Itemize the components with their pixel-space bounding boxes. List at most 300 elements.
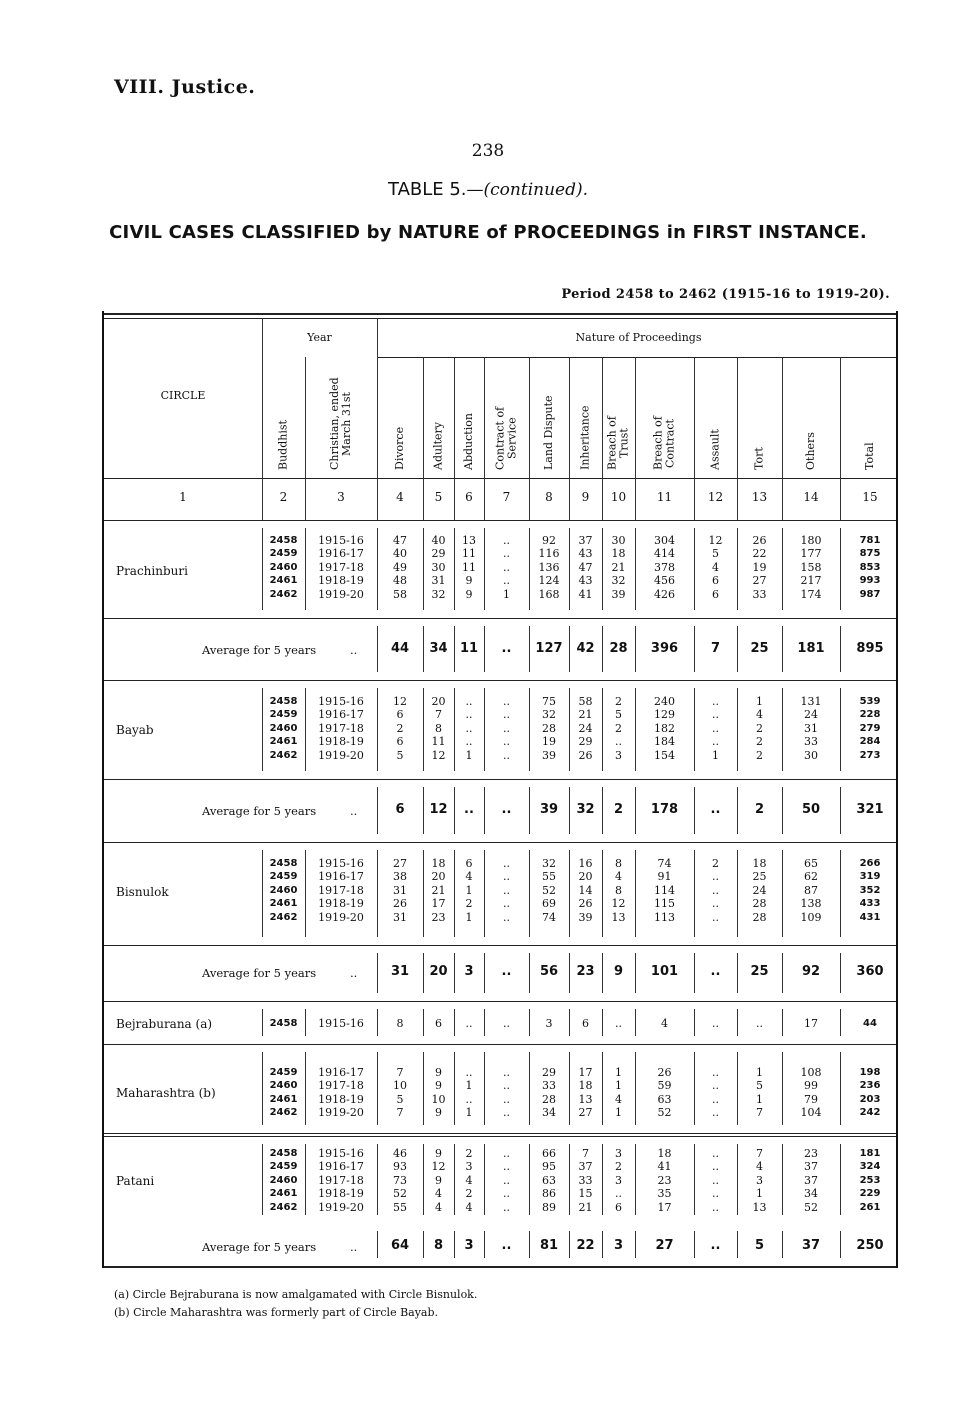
data-cell: 5: [615, 708, 622, 722]
christian-year: 1919-20: [318, 587, 364, 601]
data-cell: 136: [538, 560, 560, 574]
data-cell: 79: [804, 1092, 818, 1106]
data-cell: 58: [578, 695, 593, 708]
data-cell: 40: [431, 534, 446, 547]
data-cell: 2: [756, 735, 763, 749]
christian-year: 1917-18: [318, 1079, 364, 1093]
data-cell: 41: [578, 587, 593, 601]
data-cell: 5: [396, 1092, 404, 1106]
data-cell: 177: [800, 547, 822, 561]
data-cell: 27: [578, 1106, 593, 1120]
rule-line: [104, 779, 896, 780]
data-cell: ..: [503, 560, 510, 574]
average-cell: ..: [501, 641, 512, 656]
data-cell: 20: [431, 870, 446, 884]
data-cell: 2: [756, 721, 763, 735]
data-cell: 6: [396, 735, 404, 749]
buddhist-year: 2462: [269, 1201, 298, 1213]
average-cell: 3: [464, 1238, 474, 1253]
data-cell: ..: [503, 1147, 510, 1160]
data-cell: 2: [465, 1147, 473, 1160]
data-cell: 456: [654, 574, 675, 588]
data-cell: 32: [542, 857, 556, 870]
data-cell: 378: [654, 560, 675, 574]
circle-name: Patani: [116, 1174, 155, 1188]
data-cell: ..: [465, 708, 473, 722]
data-cell: 35: [657, 1187, 672, 1201]
data-cell: 39: [611, 587, 626, 601]
data-cell: 39: [578, 910, 593, 924]
data-cell: 2: [465, 1187, 473, 1201]
average-dots: ..: [350, 966, 358, 980]
data-cell: 43: [578, 574, 593, 588]
data-cell: 3: [756, 1173, 763, 1187]
data-cell: 58: [393, 587, 407, 601]
data-cell: 4: [756, 1160, 763, 1174]
data-cell: 9: [435, 1173, 442, 1187]
data-cell: 55: [393, 1200, 407, 1214]
data-cell: 23: [431, 910, 446, 924]
data-cell: ..: [503, 1160, 510, 1174]
data-cell: ..: [712, 1106, 719, 1120]
data-cell: 853: [859, 561, 881, 573]
data-cell: 1: [465, 1079, 473, 1093]
column-number: 9: [581, 490, 590, 504]
data-cell: 12: [431, 748, 446, 762]
average-cell: ..: [710, 802, 721, 817]
average-cell: 22: [576, 1238, 595, 1253]
column-number: 2: [279, 490, 288, 504]
data-cell: 7: [756, 1106, 763, 1120]
buddhist-year: 2460: [269, 884, 298, 896]
data-cell: 52: [804, 1200, 818, 1214]
data-cell: 1: [756, 1092, 763, 1106]
data-cell: 14: [578, 883, 593, 897]
rule-line: [104, 945, 896, 946]
column-header: Buddhist: [276, 420, 290, 470]
data-cell: 93: [393, 1160, 407, 1174]
buddhist-year: 2458: [269, 1148, 298, 1159]
circle-name: Maharashtra (b): [116, 1086, 216, 1100]
data-cell: 4: [712, 560, 719, 574]
data-cell: 108: [800, 1066, 822, 1079]
data-cell: 184: [654, 735, 675, 749]
data-cell: 28: [542, 721, 556, 735]
data-cell: 1: [756, 1187, 763, 1201]
data-cell: 52: [542, 883, 556, 897]
data-cell: 1: [465, 1106, 473, 1120]
data-cell: 2: [396, 721, 404, 735]
data-cell: 1: [615, 1066, 622, 1079]
data-cell: 18: [431, 857, 446, 870]
data-cell: 180: [800, 534, 822, 547]
data-cell: 17: [578, 1066, 593, 1079]
rule-line: [104, 313, 896, 315]
data-cell: 4: [465, 870, 473, 884]
data-cell: 426: [654, 587, 675, 601]
data-cell: 114: [654, 883, 675, 897]
circle-name: Prachinburi: [116, 564, 188, 578]
data-cell: 138: [800, 897, 822, 911]
data-cell: 352: [859, 884, 881, 896]
average-cell: ..: [710, 1238, 721, 1253]
christian-year: 1917-18: [318, 721, 364, 735]
data-cell: 228: [859, 709, 881, 721]
data-cell: 22: [752, 547, 767, 561]
buddhist-year: 2461: [269, 575, 298, 587]
data-cell: 24: [578, 721, 593, 735]
data-cell: 63: [542, 1173, 556, 1187]
data-cell: 113: [654, 910, 675, 924]
data-cell: 279: [859, 722, 881, 734]
data-cell: 47: [393, 534, 407, 547]
data-cell: 1: [503, 587, 510, 601]
data-cell: 37: [578, 1160, 593, 1174]
data-cell: 29: [542, 1066, 556, 1079]
data-cell: 3: [545, 1017, 553, 1030]
data-cell: 33: [542, 1079, 556, 1093]
rule-line: [104, 1001, 896, 1002]
average-cell: ..: [710, 964, 721, 979]
data-cell: 9: [435, 1147, 442, 1160]
average-label: Average for 5 years: [202, 966, 317, 980]
data-cell: ..: [503, 1066, 510, 1079]
data-cell: 2: [615, 1160, 622, 1174]
data-cell: 13: [611, 910, 626, 924]
data-cell: 181: [859, 1148, 881, 1159]
data-cell: 13: [752, 1200, 767, 1214]
data-cell: 26: [393, 897, 407, 911]
data-cell: ..: [712, 1066, 719, 1079]
data-cell: 40: [393, 547, 407, 561]
data-cell: 158: [800, 560, 822, 574]
christian-year: 1917-18: [318, 883, 364, 897]
data-cell: 69: [542, 897, 556, 911]
data-cell: 30: [431, 560, 446, 574]
christian-year: 1918-19: [318, 574, 364, 588]
rule-line: [104, 680, 896, 681]
data-cell: 431: [859, 911, 881, 923]
data-cell: 52: [393, 1187, 407, 1201]
table-title-suffix: —(continued).: [466, 180, 589, 200]
data-cell: 33: [752, 587, 767, 601]
column-number: 3: [337, 490, 345, 504]
average-cell: 3: [464, 964, 474, 979]
data-cell: 4: [615, 870, 622, 884]
data-cell: 6: [615, 1200, 622, 1214]
data-cell: 4: [435, 1200, 442, 1214]
data-cell: ..: [712, 1160, 719, 1174]
data-cell: 2: [615, 721, 622, 735]
rule-line: [104, 1133, 896, 1134]
data-cell: ..: [712, 1173, 719, 1187]
data-cell: 5: [712, 547, 719, 561]
column-header: Breach of Trust: [605, 416, 631, 470]
data-cell: ..: [503, 574, 510, 588]
christian-year: 1915-16: [318, 695, 364, 708]
data-cell: 13: [462, 534, 476, 547]
data-cell: 17: [657, 1200, 672, 1214]
data-cell: 26: [578, 897, 593, 911]
buddhist-year: 2462: [269, 911, 298, 923]
period-label: Period 2458 to 2462 (1915-16 to 1919-20).: [561, 287, 890, 302]
data-cell: ..: [712, 1200, 719, 1214]
data-cell: 37: [578, 534, 593, 547]
data-cell: 2: [615, 695, 622, 708]
data-cell: 1: [615, 1079, 622, 1093]
circle-name: Bayab: [116, 723, 154, 737]
data-cell: 33: [578, 1173, 593, 1187]
average-cell: 11: [459, 641, 479, 656]
data-cell: 28: [752, 897, 767, 911]
data-cell: 875: [859, 548, 881, 560]
column-number: 14: [803, 490, 819, 504]
page-number: 238: [471, 141, 505, 161]
data-cell: ..: [756, 1017, 763, 1030]
data-cell: 6: [582, 1017, 589, 1030]
data-cell: 26: [657, 1066, 672, 1079]
data-cell: 7: [396, 1066, 404, 1079]
data-cell: 242: [859, 1107, 881, 1119]
buddhist-year: 2458: [269, 858, 298, 869]
data-cell: 23: [804, 1147, 818, 1160]
average-cell: 31: [390, 964, 410, 979]
rule-line: [104, 318, 896, 319]
column-number: 4: [396, 490, 404, 504]
data-cell: 18: [611, 547, 626, 561]
data-cell: ..: [465, 695, 473, 708]
data-cell: 43: [578, 547, 593, 561]
buddhist-year: 2460: [269, 1174, 298, 1186]
buddhist-year: 2462: [269, 1107, 298, 1119]
data-cell: ..: [503, 708, 510, 722]
data-cell: ..: [503, 1092, 510, 1106]
data-cell: 6: [396, 708, 404, 722]
average-cell: 27: [655, 1238, 674, 1253]
average-cell: 127: [535, 641, 563, 656]
rule-line: [104, 842, 896, 843]
data-cell: 17: [804, 1017, 818, 1030]
average-cell: 81: [539, 1238, 559, 1253]
data-cell: ..: [712, 883, 719, 897]
data-cell: 3: [615, 748, 622, 762]
table-title: [0, 179, 976, 200]
data-cell: 30: [611, 534, 626, 547]
average-cell: 178: [650, 802, 679, 817]
data-cell: 49: [393, 560, 407, 574]
average-cell: 8: [433, 1238, 444, 1253]
average-cell: 895: [856, 641, 884, 656]
data-cell: 8: [396, 1017, 404, 1030]
data-cell: 11: [462, 560, 476, 574]
column-number: 13: [751, 490, 768, 504]
circle-name: Bisnulok: [116, 885, 169, 899]
data-cell: 11: [462, 547, 476, 561]
data-cell: 65: [804, 857, 818, 870]
data-cell: 18: [752, 857, 767, 870]
data-cell: 240: [654, 695, 675, 708]
data-cell: 236: [859, 1080, 881, 1092]
data-cell: 4: [465, 1200, 473, 1214]
data-cell: 19: [752, 560, 767, 574]
data-cell: 15: [578, 1187, 593, 1201]
average-cell: 6: [395, 802, 405, 817]
data-cell: 4: [465, 1173, 473, 1187]
column-header: Breach of Contract: [651, 416, 677, 470]
column-header: Christian, ended March 31st: [328, 377, 353, 470]
data-cell: 31: [393, 910, 407, 924]
column-number: 8: [545, 490, 553, 504]
data-cell: 4: [661, 1017, 668, 1030]
data-cell: 21: [578, 1200, 593, 1214]
column-number: 1: [179, 490, 187, 504]
data-cell: ..: [503, 547, 510, 561]
data-cell: 304: [654, 534, 675, 547]
data-cell: 1: [615, 1106, 622, 1120]
average-cell: 32: [576, 802, 595, 817]
buddhist-year: 2459: [269, 709, 298, 721]
data-cell: ..: [465, 1092, 473, 1106]
data-cell: 27: [752, 574, 767, 588]
data-cell: 203: [859, 1093, 881, 1105]
average-cell: 360: [856, 964, 884, 979]
data-cell: 21: [611, 560, 626, 574]
average-cell: 39: [539, 802, 559, 817]
christian-year: 1919-20: [318, 910, 364, 924]
data-cell: ..: [712, 1079, 719, 1093]
data-cell: 104: [800, 1106, 822, 1120]
data-cell: ..: [712, 735, 719, 749]
average-cell: 101: [650, 964, 679, 979]
data-cell: 781: [859, 535, 881, 546]
data-cell: 174: [800, 587, 822, 601]
data-cell: 21: [578, 708, 593, 722]
average-label: Average for 5 years: [202, 804, 317, 818]
data-cell: 25: [752, 870, 767, 884]
data-cell: 31: [393, 883, 407, 897]
data-cell: 7: [435, 708, 442, 722]
column-header: Total: [863, 442, 876, 470]
data-cell: 319: [859, 871, 881, 883]
data-cell: ..: [712, 1092, 719, 1106]
data-cell: ..: [503, 721, 510, 735]
data-cell: 9: [435, 1079, 442, 1093]
nature-header: Nature of Proceedings: [575, 331, 702, 344]
data-cell: 8: [435, 721, 442, 735]
data-cell: 539: [859, 696, 881, 707]
data-cell: 32: [542, 708, 556, 722]
data-cell: 63: [657, 1092, 672, 1106]
column-number: 10: [610, 490, 627, 504]
data-cell: ..: [503, 870, 510, 884]
buddhist-year: 2460: [269, 1080, 298, 1092]
data-cell: 9: [465, 587, 473, 601]
christian-year: 1918-19: [318, 1187, 364, 1201]
christian-year: 1915-16: [318, 1147, 364, 1160]
christian-year: 1919-20: [318, 748, 364, 762]
rule-line: [104, 478, 896, 479]
data-cell: 9: [465, 574, 473, 588]
data-cell: 6: [712, 587, 719, 601]
data-cell: 182: [654, 721, 675, 735]
data-cell: 324: [859, 1161, 881, 1173]
average-cell: ..: [501, 802, 512, 817]
data-cell: 28: [542, 1092, 556, 1106]
buddhist-year: 2459: [269, 871, 298, 883]
data-cell: 91: [657, 870, 672, 884]
data-cell: ..: [503, 1173, 510, 1187]
data-cell: 168: [538, 587, 560, 601]
column-header: Others: [804, 432, 817, 470]
data-cell: ..: [503, 1187, 510, 1201]
data-cell: 9: [435, 1066, 442, 1079]
data-cell: ..: [712, 695, 719, 708]
average-cell: 42: [576, 641, 595, 656]
data-cell: 62: [804, 870, 818, 884]
data-cell: 66: [542, 1147, 556, 1160]
data-cell: 3: [465, 1160, 473, 1174]
data-cell: 1: [465, 883, 473, 897]
table-title-main: TABLE 5.: [387, 179, 467, 200]
data-cell: ..: [615, 1187, 622, 1201]
data-cell: 24: [804, 708, 818, 722]
average-cell: 56: [539, 964, 559, 979]
data-cell: 154: [654, 748, 675, 762]
data-cell: 74: [542, 910, 556, 924]
average-cell: 44: [390, 641, 410, 656]
data-cell: 131: [800, 695, 822, 708]
data-cell: 5: [756, 1079, 763, 1093]
average-cell: 181: [797, 641, 825, 656]
data-cell: 9: [435, 1106, 442, 1120]
data-cell: 8: [615, 883, 622, 897]
footnotes: [114, 1286, 477, 1322]
data-cell: ..: [503, 1106, 510, 1120]
data-cell: 26: [752, 534, 767, 547]
data-cell: 2: [756, 748, 763, 762]
buddhist-year: 2462: [269, 588, 298, 600]
data-cell: ..: [712, 897, 719, 911]
christian-year: 1918-19: [318, 1092, 364, 1106]
column-header: Abduction: [462, 413, 475, 470]
data-cell: 28: [752, 910, 767, 924]
data-cell: 31: [804, 721, 818, 735]
data-cell: 433: [859, 898, 881, 910]
christian-year: 1916-17: [318, 1160, 364, 1174]
average-cell: 28: [609, 641, 628, 656]
data-cell: 3: [615, 1173, 622, 1187]
column-header: Tort: [752, 447, 766, 470]
data-cell: 34: [542, 1106, 556, 1120]
data-cell: 7: [756, 1147, 763, 1160]
data-cell: 30: [804, 748, 818, 762]
section-heading: VIII. Justice.: [114, 76, 256, 98]
christian-year: 1916-17: [318, 708, 364, 722]
data-cell: 6: [435, 1017, 442, 1030]
column-header: Contract of Service: [493, 406, 519, 470]
data-cell: ..: [503, 748, 510, 762]
data-cell: 21: [431, 883, 446, 897]
rule-line: [104, 1136, 896, 1137]
data-cell: 86: [542, 1187, 556, 1201]
data-cell: ..: [712, 721, 719, 735]
data-cell: 29: [578, 735, 593, 749]
column-number: 7: [502, 490, 511, 504]
christian-year: 1915-16: [318, 1017, 364, 1030]
footnote-a: (a) Circle Bejraburana is now amalgamated with Circle Bisnulok.: [114, 1288, 478, 1301]
data-cell: 1: [465, 748, 473, 762]
column-header: Land Dispute: [542, 395, 555, 470]
